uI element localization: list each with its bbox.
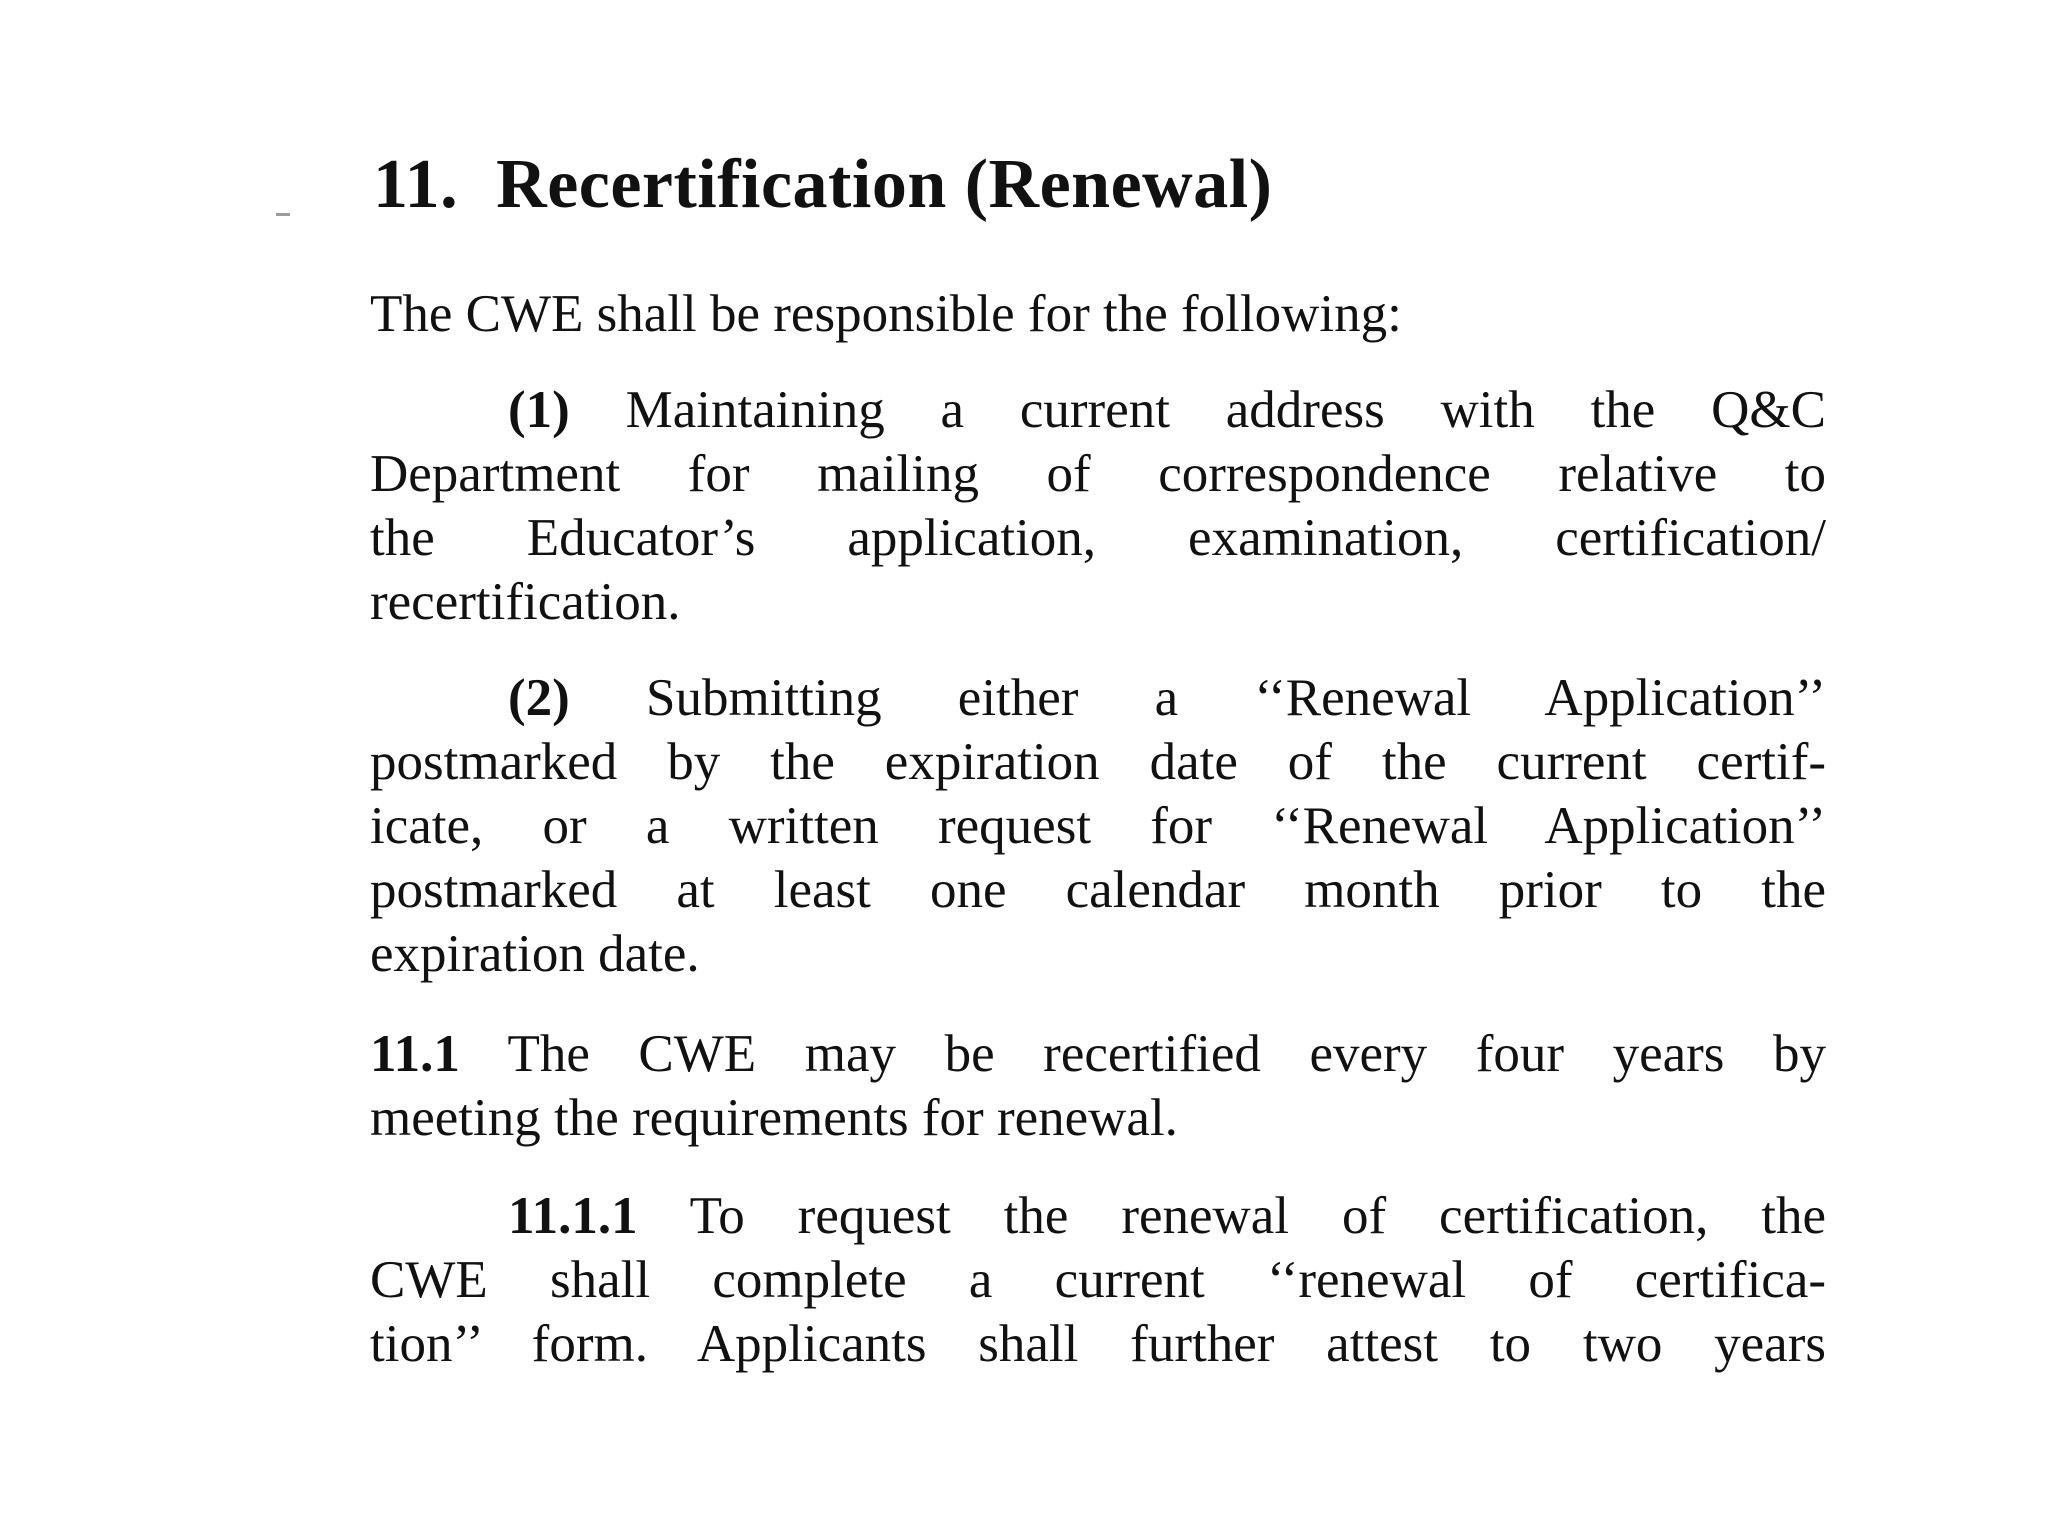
section-11-1-1-line-3: tion’’ form. Applicants shall further attest to two years — [370, 1315, 1826, 1373]
item-1-line-1: (1) Maintaining a current address with the Q&C — [508, 381, 1826, 439]
section-11-1-1-line-2: CWE shall complete a current ‘‘renewal of certifica- — [370, 1251, 1826, 1309]
item-1-line-4: recertification. — [370, 573, 681, 631]
item-2-line-5: expiration date. — [370, 925, 700, 983]
section-11-1-line-1: 11.1 The CWE may be recertified every four years by — [370, 1025, 1826, 1083]
item-2-label: (2) — [508, 669, 570, 727]
item-1-line-3: the Educator’s application, examination, certification/ — [370, 509, 1826, 567]
section-11-1-1-label: 11.1.1 — [508, 1187, 638, 1245]
item-2-line-1: (2) Submitting either a ‘‘Renewal Application’’ — [508, 669, 1827, 727]
section-heading — [373, 146, 1273, 223]
scan-artifact — [276, 213, 290, 216]
item-1-line-2: Department for mailing of correspondence relative to — [370, 445, 1826, 503]
intro-text: The CWE shall be responsible for the following: — [370, 285, 1402, 343]
section-11-1-label: 11.1 — [370, 1025, 460, 1083]
section-11-1-line-2: meeting the requirements for renewal. — [370, 1089, 1178, 1147]
item-2-line-4: postmarked at least one calendar month prior to the — [370, 861, 1826, 919]
item-2-line-2: postmarked by the expiration date of the current certif- — [370, 733, 1826, 791]
section-11-1-1-line-1: 11.1.1 To request the renewal of certification, the — [508, 1187, 1826, 1245]
item-2-line-3: icate, or a written request for ‘‘Renewal Application’’ — [370, 797, 1826, 855]
section-number: 11. — [373, 146, 459, 223]
item-1-label: (1) — [508, 381, 570, 439]
section-title: Recertification (Renewal) — [496, 146, 1273, 223]
